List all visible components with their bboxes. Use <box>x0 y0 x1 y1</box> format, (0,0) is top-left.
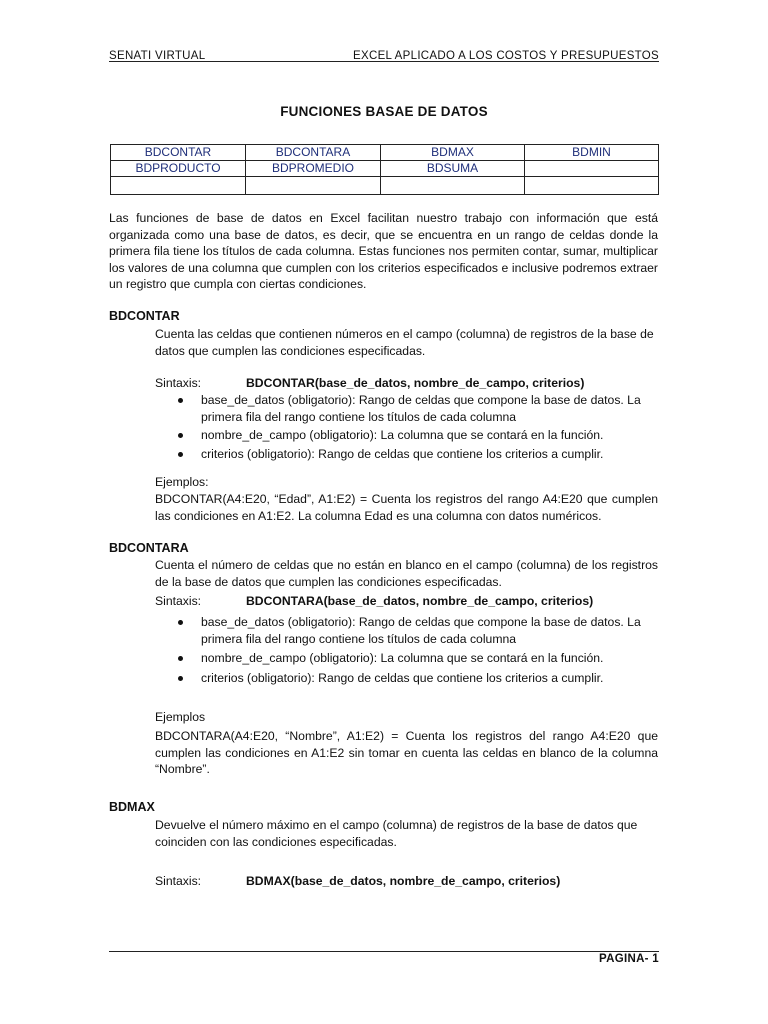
list-item: criterios (obligatorio): Rango de celdas que contiene los criterios a cumplir. <box>155 670 658 687</box>
bdcontar-syntax <box>155 376 584 390</box>
list-item: nombre_de_campo (obligatorio): La columna que se contará en la función. <box>155 427 658 444</box>
section-heading-bdcontara: BDCONTARA <box>109 541 189 555</box>
bdcontara-examples-label: Ejemplos <box>155 710 206 724</box>
syntax-label: Sintaxis: <box>155 376 202 390</box>
bdcontara-example: BDCONTARA(A4:E20, “Nombre”, A1:E2) = Cuenta los registros del rango A4:E20 que cumplen las condiciones en A1:E2 sin tomar en cuenta las celdas en blanco de la columna “Nombre”. <box>155 729 658 777</box>
list-item: nombre_de_campo (obligatorio): La columna que se contará en la función. <box>155 650 658 667</box>
table-cell: BDMAX <box>381 145 525 161</box>
table-cell: BDCONTAR <box>111 145 246 161</box>
table-cell: BDMIN <box>525 145 659 161</box>
bullet-icon <box>178 656 183 661</box>
table-cell <box>246 177 381 195</box>
table-cell <box>381 177 525 195</box>
table-cell <box>111 177 246 195</box>
bdmax-description: Devuelve el número máximo en el campo (columna) de registros de la base de datos que coinciden con las condiciones especificadas. <box>155 818 638 849</box>
list-item: criterios (obligatorio): Rango de celdas que contiene los criterios a cumplir. <box>155 446 658 463</box>
footer-rule <box>109 951 659 952</box>
bullet-icon <box>178 433 183 438</box>
table-cell: BDCONTARA <box>246 145 381 161</box>
intro-paragraph: Las funciones de base de datos en Excel facilitan nuestro trabajo con información que está organizada como una base de datos, es decir, que se encuentra en un rango de celdas donde la primera fila tiene los títulos de cada columna. Estas funciones nos permiten contar, sumar, multiplicar los valores de una columna que cumplen con los criterios especificados e inclusive podremos extraer un registro que cumpla con ciertas condiciones. <box>109 211 658 292</box>
table-row <box>111 177 659 195</box>
syntax-formula: BDMAX(base_de_datos, nombre_de_campo, criterios) <box>246 874 561 888</box>
table-cell: BDPRODUCTO <box>111 161 246 177</box>
syntax-formula: BDCONTAR(base_de_datos, nombre_de_campo, criterios) <box>246 376 585 390</box>
bdcontar-examples-label: Ejemplos: <box>155 475 209 489</box>
bdcontar-arguments <box>155 392 658 462</box>
table-cell: BDSUMA <box>381 161 525 177</box>
bdcontar-example: BDCONTAR(A4:E20, “Edad”, A1:E2) = Cuenta los registros del rango A4:E20 que cumplen las condiciones en A1:E2. La columna Edad es una columna con datos numéricos. <box>155 492 658 523</box>
list-item: base_de_datos (obligatorio): Rango de celdas que compone la base de datos. La primera fila del rango contiene los títulos de cada columna <box>155 392 658 425</box>
header-rule <box>109 61 659 62</box>
syntax-formula: BDCONTARA(base_de_datos, nombre_de_campo, criterios) <box>246 594 594 608</box>
bdcontara-description: Cuenta el número de celdas que no están en blanco en el campo (columna) de los registros de la base de datos que cumplen las condiciones especificadas. <box>155 558 658 589</box>
table-row <box>111 161 659 177</box>
bdcontara-arguments <box>155 614 658 686</box>
section-heading-bdcontar: BDCONTAR <box>109 309 180 323</box>
page-title: FUNCIONES BASAE DE DATOS <box>280 104 488 119</box>
syntax-label: Sintaxis: <box>155 874 202 888</box>
bullet-icon <box>178 620 183 625</box>
table-cell <box>525 161 659 177</box>
bdcontar-description: Cuenta las celdas que contienen números en el campo (columna) de registros de la base de datos que cumplen las condiciones especificadas. <box>155 327 654 358</box>
syntax-label: Sintaxis: <box>155 594 202 608</box>
header-left: SENATI VIRTUAL <box>109 50 206 62</box>
list-item: base_de_datos (obligatorio): Rango de celdas que compone la base de datos. La primera fila del rango contiene los títulos de cada columna <box>155 614 658 647</box>
bullet-icon <box>178 676 183 681</box>
page-header <box>109 44 659 62</box>
header-right: EXCEL APLICADO A LOS COSTOS Y PRESUPUESTOS <box>353 50 659 62</box>
table-cell <box>525 177 659 195</box>
function-table <box>110 144 659 195</box>
page-number: PAGINA- 1 <box>599 953 659 965</box>
bullet-icon <box>178 452 183 457</box>
section-heading-bdmax: BDMAX <box>109 800 155 814</box>
table-row <box>111 145 659 161</box>
bdcontara-syntax <box>155 594 593 608</box>
bullet-icon <box>178 398 183 403</box>
table-cell: BDPROMEDIO <box>246 161 381 177</box>
bdmax-syntax <box>155 874 560 888</box>
